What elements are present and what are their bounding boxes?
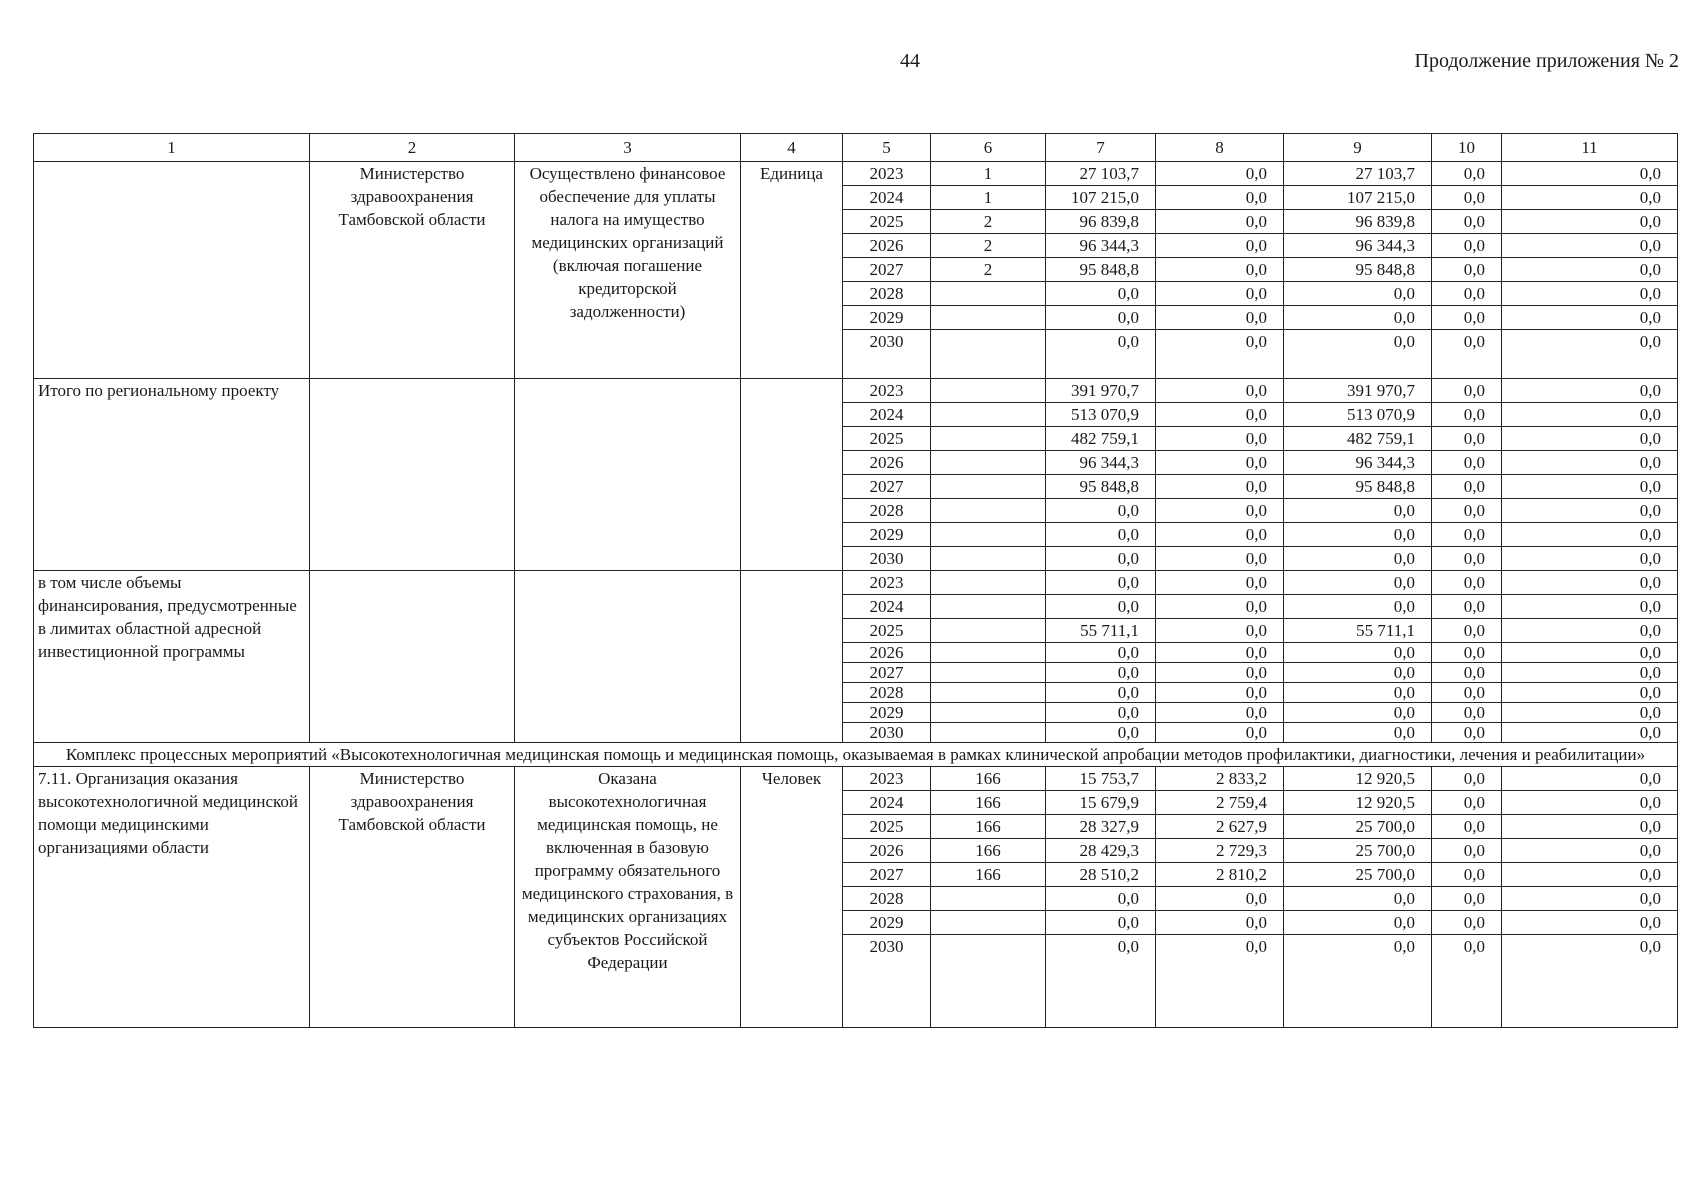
amount-cell: 0,0 — [1502, 186, 1678, 210]
amount-cell: 28 429,3 — [1046, 839, 1156, 863]
year-cell: 2024 — [843, 186, 931, 210]
indicator-value-cell — [931, 723, 1046, 743]
amount-cell: 0,0 — [1156, 282, 1284, 306]
amount-cell: 0,0 — [1432, 379, 1502, 403]
amount-cell: 0,0 — [1502, 663, 1678, 683]
indicator-value-cell: 2 — [931, 234, 1046, 258]
indicator-value-cell — [931, 935, 1046, 1028]
indicator-value-cell: 166 — [931, 815, 1046, 839]
amount-cell: 0,0 — [1156, 683, 1284, 703]
amount-cell: 0,0 — [1046, 703, 1156, 723]
amount-cell: 0,0 — [1432, 475, 1502, 499]
indicator-value-cell — [931, 703, 1046, 723]
amount-cell: 0,0 — [1502, 839, 1678, 863]
amount-cell: 0,0 — [1284, 523, 1432, 547]
amount-cell: 0,0 — [1432, 935, 1502, 1028]
amount-cell: 0,0 — [1156, 935, 1284, 1028]
amount-cell: 0,0 — [1502, 863, 1678, 887]
indicator-value-cell — [931, 282, 1046, 306]
amount-cell: 0,0 — [1046, 306, 1156, 330]
year-cell: 2030 — [843, 547, 931, 571]
amount-cell: 0,0 — [1502, 887, 1678, 911]
amount-cell: 55 711,1 — [1046, 619, 1156, 643]
amount-cell: 0,0 — [1502, 379, 1678, 403]
indicator-value-cell — [931, 887, 1046, 911]
amount-cell: 0,0 — [1432, 815, 1502, 839]
year-cell: 2027 — [843, 663, 931, 683]
amount-cell: 0,0 — [1502, 475, 1678, 499]
amount-cell: 0,0 — [1432, 547, 1502, 571]
section-title-row — [34, 743, 1678, 767]
amount-cell: 0,0 — [1502, 619, 1678, 643]
amount-cell: 0,0 — [1432, 663, 1502, 683]
indicator-value-cell — [931, 911, 1046, 935]
year-cell: 2029 — [843, 523, 931, 547]
amount-cell: 0,0 — [1502, 935, 1678, 1028]
amount-cell: 2 729,3 — [1156, 839, 1284, 863]
amount-cell: 0,0 — [1046, 663, 1156, 683]
amount-cell: 0,0 — [1156, 330, 1284, 379]
amount-cell: 0,0 — [1432, 643, 1502, 663]
amount-cell: 0,0 — [1502, 330, 1678, 379]
year-cell: 2025 — [843, 815, 931, 839]
amount-cell: 0,0 — [1502, 703, 1678, 723]
amount-cell: 27 103,7 — [1284, 162, 1432, 186]
page-caption: Продолжение приложения № 2 — [1414, 50, 1679, 72]
amount-cell: 95 848,8 — [1046, 475, 1156, 499]
year-cell: 2025 — [843, 619, 931, 643]
amount-cell: 0,0 — [1432, 282, 1502, 306]
amount-cell: 96 344,3 — [1046, 451, 1156, 475]
row-label: 7.11. Организация оказания высокотехнологичной медицинской помощи медицинскими организациями области — [34, 767, 310, 1028]
indicator-value-cell — [931, 451, 1046, 475]
unit-of-measure: Человек — [741, 767, 843, 1028]
amount-cell: 95 848,8 — [1284, 475, 1432, 499]
amount-cell: 0,0 — [1284, 663, 1432, 683]
budget-table-wrap — [33, 133, 1677, 1028]
table-row — [34, 162, 1678, 186]
column-header: 5 — [843, 134, 931, 162]
column-header: 1 — [34, 134, 310, 162]
amount-cell: 0,0 — [1156, 162, 1284, 186]
amount-cell: 0,0 — [1046, 911, 1156, 935]
year-cell: 2030 — [843, 723, 931, 743]
year-cell: 2026 — [843, 234, 931, 258]
amount-cell: 2 627,9 — [1156, 815, 1284, 839]
amount-cell: 0,0 — [1046, 643, 1156, 663]
amount-cell: 0,0 — [1502, 499, 1678, 523]
column-header: 2 — [310, 134, 515, 162]
indicator-value-cell — [931, 475, 1046, 499]
amount-cell: 0,0 — [1502, 234, 1678, 258]
block-high-tech-care — [34, 767, 1678, 1028]
year-cell: 2027 — [843, 258, 931, 282]
amount-cell: 0,0 — [1432, 186, 1502, 210]
amount-cell: 95 848,8 — [1284, 258, 1432, 282]
amount-cell: 0,0 — [1502, 403, 1678, 427]
result-description — [515, 571, 741, 743]
amount-cell: 0,0 — [1156, 571, 1284, 595]
amount-cell: 0,0 — [1046, 571, 1156, 595]
amount-cell: 0,0 — [1156, 306, 1284, 330]
amount-cell: 0,0 — [1156, 547, 1284, 571]
amount-cell: 0,0 — [1156, 619, 1284, 643]
responsible-executor: Министерство здравоохранения Тамбовской области — [310, 767, 515, 1028]
year-cell: 2027 — [843, 863, 931, 887]
amount-cell: 0,0 — [1432, 427, 1502, 451]
amount-cell: 0,0 — [1432, 619, 1502, 643]
amount-cell: 0,0 — [1156, 643, 1284, 663]
year-cell: 2025 — [843, 427, 931, 451]
amount-cell: 0,0 — [1432, 162, 1502, 186]
amount-cell: 15 753,7 — [1046, 767, 1156, 791]
amount-cell: 0,0 — [1502, 791, 1678, 815]
indicator-value-cell: 166 — [931, 863, 1046, 887]
amount-cell: 96 344,3 — [1046, 234, 1156, 258]
block-total-regional-project — [34, 379, 1678, 571]
amount-cell: 0,0 — [1156, 475, 1284, 499]
amount-cell: 95 848,8 — [1046, 258, 1156, 282]
column-header: 9 — [1284, 134, 1432, 162]
amount-cell: 12 920,5 — [1284, 791, 1432, 815]
year-cell: 2028 — [843, 683, 931, 703]
amount-cell: 0,0 — [1432, 791, 1502, 815]
indicator-value-cell — [931, 595, 1046, 619]
indicator-value-cell — [931, 427, 1046, 451]
result-description: Осуществлено финансовое обеспечение для уплаты налога на имущество медицинских организаций (включая погашение кредиторской задолженности) — [515, 162, 741, 379]
column-header: 7 — [1046, 134, 1156, 162]
amount-cell: 2 833,2 — [1156, 767, 1284, 791]
amount-cell: 0,0 — [1156, 595, 1284, 619]
amount-cell: 0,0 — [1156, 403, 1284, 427]
amount-cell: 107 215,0 — [1046, 186, 1156, 210]
unit-of-measure — [741, 571, 843, 743]
amount-cell: 0,0 — [1432, 863, 1502, 887]
amount-cell: 0,0 — [1156, 703, 1284, 723]
amount-cell: 0,0 — [1502, 911, 1678, 935]
year-cell: 2029 — [843, 703, 931, 723]
amount-cell: 0,0 — [1284, 935, 1432, 1028]
amount-cell: 12 920,5 — [1284, 767, 1432, 791]
amount-cell: 0,0 — [1432, 451, 1502, 475]
amount-cell: 0,0 — [1502, 427, 1678, 451]
year-cell: 2028 — [843, 282, 931, 306]
year-cell: 2023 — [843, 162, 931, 186]
amount-cell: 96 839,8 — [1046, 210, 1156, 234]
row-label: в том числе объемы финансирования, предусмотренные в лимитах областной адресной инвестиционной программы — [34, 571, 310, 743]
amount-cell: 0,0 — [1156, 451, 1284, 475]
amount-cell: 0,0 — [1156, 499, 1284, 523]
indicator-value-cell — [931, 306, 1046, 330]
year-cell: 2029 — [843, 911, 931, 935]
amount-cell: 391 970,7 — [1046, 379, 1156, 403]
amount-cell: 25 700,0 — [1284, 839, 1432, 863]
amount-cell: 0,0 — [1156, 427, 1284, 451]
amount-cell: 0,0 — [1284, 282, 1432, 306]
amount-cell: 107 215,0 — [1284, 186, 1432, 210]
year-cell: 2028 — [843, 887, 931, 911]
indicator-value-cell — [931, 571, 1046, 595]
amount-cell: 0,0 — [1046, 282, 1156, 306]
year-cell: 2026 — [843, 839, 931, 863]
amount-cell: 0,0 — [1432, 767, 1502, 791]
indicator-value-cell: 1 — [931, 186, 1046, 210]
amount-cell: 0,0 — [1502, 282, 1678, 306]
amount-cell: 0,0 — [1432, 887, 1502, 911]
amount-cell: 0,0 — [1502, 767, 1678, 791]
amount-cell: 0,0 — [1502, 547, 1678, 571]
amount-cell: 0,0 — [1156, 379, 1284, 403]
indicator-value-cell — [931, 619, 1046, 643]
amount-cell: 0,0 — [1502, 523, 1678, 547]
indicator-value-cell: 2 — [931, 258, 1046, 282]
section-row-group — [34, 743, 1678, 767]
amount-cell: 0,0 — [1156, 663, 1284, 683]
amount-cell: 0,0 — [1284, 330, 1432, 379]
amount-cell: 0,0 — [1432, 210, 1502, 234]
amount-cell: 96 839,8 — [1284, 210, 1432, 234]
amount-cell: 0,0 — [1502, 595, 1678, 619]
amount-cell: 0,0 — [1432, 258, 1502, 282]
amount-cell: 0,0 — [1156, 258, 1284, 282]
amount-cell: 0,0 — [1502, 643, 1678, 663]
amount-cell: 0,0 — [1284, 571, 1432, 595]
year-cell: 2030 — [843, 330, 931, 379]
amount-cell: 0,0 — [1284, 887, 1432, 911]
amount-cell: 0,0 — [1432, 523, 1502, 547]
amount-cell: 0,0 — [1432, 403, 1502, 427]
amount-cell: 0,0 — [1284, 643, 1432, 663]
indicator-value-cell — [931, 330, 1046, 379]
block-property-tax — [34, 162, 1678, 379]
column-header: 4 — [741, 134, 843, 162]
amount-cell: 0,0 — [1432, 911, 1502, 935]
amount-cell: 0,0 — [1502, 451, 1678, 475]
table-row — [34, 767, 1678, 791]
responsible-executor — [310, 571, 515, 743]
amount-cell: 15 679,9 — [1046, 791, 1156, 815]
year-cell: 2028 — [843, 499, 931, 523]
responsible-executor: Министерство здравоохранения Тамбовской области — [310, 162, 515, 379]
result-description: Оказана высокотехнологичная медицинская помощь, не включенная в базовую программу обязательного медицинского страхования, в медицинских организациях субъектов Российской Федерации — [515, 767, 741, 1028]
year-cell: 2024 — [843, 595, 931, 619]
amount-cell: 0,0 — [1156, 911, 1284, 935]
indicator-value-cell — [931, 547, 1046, 571]
unit-of-measure: Единица — [741, 162, 843, 379]
page-number: 44 — [900, 50, 920, 72]
column-number-row — [34, 134, 1678, 162]
amount-cell: 0,0 — [1284, 306, 1432, 330]
amount-cell: 0,0 — [1502, 210, 1678, 234]
amount-cell: 0,0 — [1432, 499, 1502, 523]
year-cell: 2024 — [843, 791, 931, 815]
indicator-value-cell: 1 — [931, 162, 1046, 186]
amount-cell: 96 344,3 — [1284, 451, 1432, 475]
amount-cell: 2 810,2 — [1156, 863, 1284, 887]
amount-cell: 0,0 — [1284, 723, 1432, 743]
year-cell: 2027 — [843, 475, 931, 499]
responsible-executor — [310, 379, 515, 571]
amount-cell: 27 103,7 — [1046, 162, 1156, 186]
table-row — [34, 571, 1678, 595]
amount-cell: 0,0 — [1284, 703, 1432, 723]
amount-cell: 2 759,4 — [1156, 791, 1284, 815]
row-label: Итого по региональному проекту — [34, 379, 310, 571]
amount-cell: 0,0 — [1156, 523, 1284, 547]
amount-cell: 0,0 — [1046, 499, 1156, 523]
amount-cell: 96 344,3 — [1284, 234, 1432, 258]
budget-table — [33, 133, 1678, 1028]
amount-cell: 25 700,0 — [1284, 863, 1432, 887]
amount-cell: 25 700,0 — [1284, 815, 1432, 839]
indicator-value-cell: 2 — [931, 210, 1046, 234]
indicator-value-cell: 166 — [931, 767, 1046, 791]
column-header: 6 — [931, 134, 1046, 162]
amount-cell: 0,0 — [1284, 547, 1432, 571]
amount-cell: 0,0 — [1432, 571, 1502, 595]
amount-cell: 482 759,1 — [1284, 427, 1432, 451]
amount-cell: 0,0 — [1156, 234, 1284, 258]
indicator-value-cell: 166 — [931, 791, 1046, 815]
amount-cell: 0,0 — [1432, 234, 1502, 258]
amount-cell: 0,0 — [1284, 911, 1432, 935]
amount-cell: 0,0 — [1432, 683, 1502, 703]
indicator-value-cell: 166 — [931, 839, 1046, 863]
indicator-value-cell — [931, 403, 1046, 427]
indicator-value-cell — [931, 379, 1046, 403]
unit-of-measure — [741, 379, 843, 571]
amount-cell: 0,0 — [1502, 162, 1678, 186]
column-header: 10 — [1432, 134, 1502, 162]
amount-cell: 0,0 — [1284, 595, 1432, 619]
amount-cell: 0,0 — [1046, 887, 1156, 911]
table-row — [34, 379, 1678, 403]
amount-cell: 0,0 — [1502, 815, 1678, 839]
amount-cell: 0,0 — [1046, 723, 1156, 743]
amount-cell: 0,0 — [1156, 210, 1284, 234]
amount-cell: 55 711,1 — [1284, 619, 1432, 643]
column-header: 3 — [515, 134, 741, 162]
amount-cell: 0,0 — [1156, 186, 1284, 210]
indicator-value-cell — [931, 683, 1046, 703]
indicator-value-cell — [931, 663, 1046, 683]
section-title: Комплекс процессных мероприятий «Высокотехнологичная медицинская помощь и медицинская помощь, оказываемая в рамках клинической апробации методов профилактики, диагностики, лечения и реабилитации» — [34, 743, 1678, 767]
amount-cell: 0,0 — [1046, 683, 1156, 703]
amount-cell: 0,0 — [1046, 330, 1156, 379]
year-cell: 2024 — [843, 403, 931, 427]
amount-cell: 28 327,9 — [1046, 815, 1156, 839]
amount-cell: 0,0 — [1046, 523, 1156, 547]
amount-cell: 0,0 — [1156, 723, 1284, 743]
amount-cell: 0,0 — [1502, 571, 1678, 595]
amount-cell: 0,0 — [1502, 306, 1678, 330]
block-investment-program — [34, 571, 1678, 743]
indicator-value-cell — [931, 523, 1046, 547]
amount-cell: 0,0 — [1284, 683, 1432, 703]
amount-cell: 0,0 — [1502, 258, 1678, 282]
amount-cell: 0,0 — [1432, 306, 1502, 330]
amount-cell: 0,0 — [1432, 330, 1502, 379]
amount-cell: 0,0 — [1156, 887, 1284, 911]
amount-cell: 391 970,7 — [1284, 379, 1432, 403]
year-cell: 2023 — [843, 379, 931, 403]
amount-cell: 0,0 — [1432, 595, 1502, 619]
amount-cell: 513 070,9 — [1046, 403, 1156, 427]
amount-cell: 0,0 — [1432, 723, 1502, 743]
year-cell: 2030 — [843, 935, 931, 1028]
row-label — [34, 162, 310, 379]
amount-cell: 28 510,2 — [1046, 863, 1156, 887]
amount-cell: 0,0 — [1284, 499, 1432, 523]
year-cell: 2025 — [843, 210, 931, 234]
amount-cell: 482 759,1 — [1046, 427, 1156, 451]
amount-cell: 0,0 — [1046, 547, 1156, 571]
year-cell: 2023 — [843, 571, 931, 595]
year-cell: 2026 — [843, 643, 931, 663]
amount-cell: 0,0 — [1432, 839, 1502, 863]
indicator-value-cell — [931, 643, 1046, 663]
result-description — [515, 379, 741, 571]
amount-cell: 0,0 — [1502, 723, 1678, 743]
amount-cell: 513 070,9 — [1284, 403, 1432, 427]
column-header: 8 — [1156, 134, 1284, 162]
amount-cell: 0,0 — [1046, 935, 1156, 1028]
amount-cell: 0,0 — [1046, 595, 1156, 619]
column-header: 11 — [1502, 134, 1678, 162]
year-cell: 2023 — [843, 767, 931, 791]
amount-cell: 0,0 — [1502, 683, 1678, 703]
year-cell: 2026 — [843, 451, 931, 475]
indicator-value-cell — [931, 499, 1046, 523]
amount-cell: 0,0 — [1432, 703, 1502, 723]
year-cell: 2029 — [843, 306, 931, 330]
